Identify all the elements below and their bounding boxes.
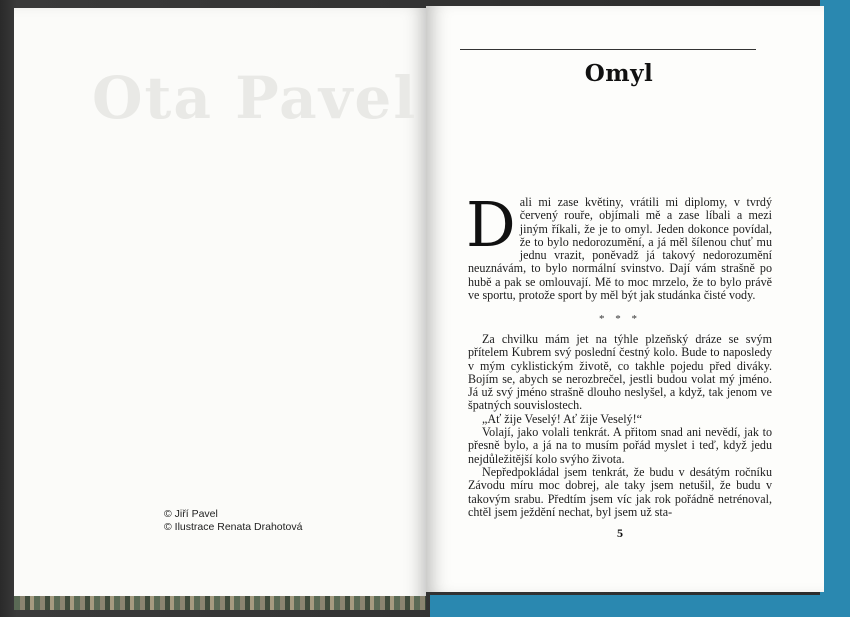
copyright-illustrator: © Ilustrace Renata Drahotová [164, 521, 303, 533]
show-through-author-name: Ota Pavel [92, 64, 418, 132]
chapter-rule [460, 49, 756, 50]
intro-text: ali mi zase květiny, vrátili mi diplomy, v tvrdý červený rouře, objímali mě a zase líbali a mezi jiným říkali, že je to omyl. Jeden dokonce povídal, že to bylo nedorozumění, a já měl šílenou chuť mu jednu vrazit, poněvadž já takový nedorozumění neuznávám, to bylo normální svinstvo. Dají vám strašně po hubě a pak se omlouvají. Mě to moc mrzelo, že to bylo právě ve sportu, protože sport by měl být jak studánka čisté vody. [468, 195, 772, 303]
page-number: 5 [617, 526, 623, 540]
body-paragraph: Nepředpokládal jsem tenkrát, že budu v desátým ročníku Závodu míru moc dobrej, ale taky jsem netušil, že budu v takovým srabu. Předtím jsem víc jak rok pořádně netrénoval, chtěl jsem ježdění nechat, byl jsem už sta- [468, 464, 772, 519]
section-separator: * * * [599, 313, 641, 325]
body-paragraph: Za chvilku mám jet na týhle plzeňský dráze se svým přítelem Kubrem svý poslední čestný kolo. Bude to naposledy v mým cyklistickým životě, co takhle pojedu před diváky. Bojím se, abych se nerozbrečel, jestli budou volat mý jméno. Já už svý jméno strašně dlouho neslyšel, a když, tak jenom ve špatných souvislostech. [468, 332, 772, 413]
blue-cover-bottom [430, 595, 850, 617]
copyright-credits [164, 508, 302, 534]
cover-illustration-strip [14, 596, 426, 610]
copyright-author: © Jiří Pavel [164, 508, 218, 520]
chapter-title: Omyl [584, 60, 654, 87]
body-text [468, 333, 772, 519]
blue-cover-edge [820, 0, 850, 617]
body-paragraph: Volají, jako volali tenkrát. A přitom snad ani nevědí, jak to přesně bylo, a já na to musím pořád myslet i teď, když jedu nejdůležitější kolo svýho života. [468, 425, 772, 466]
left-page [14, 8, 426, 608]
intro-paragraph [466, 188, 772, 303]
body-paragraph: „Ať žije Veselý! Ať žije Veselý!“ [482, 411, 642, 426]
drop-cap: D [466, 188, 516, 261]
